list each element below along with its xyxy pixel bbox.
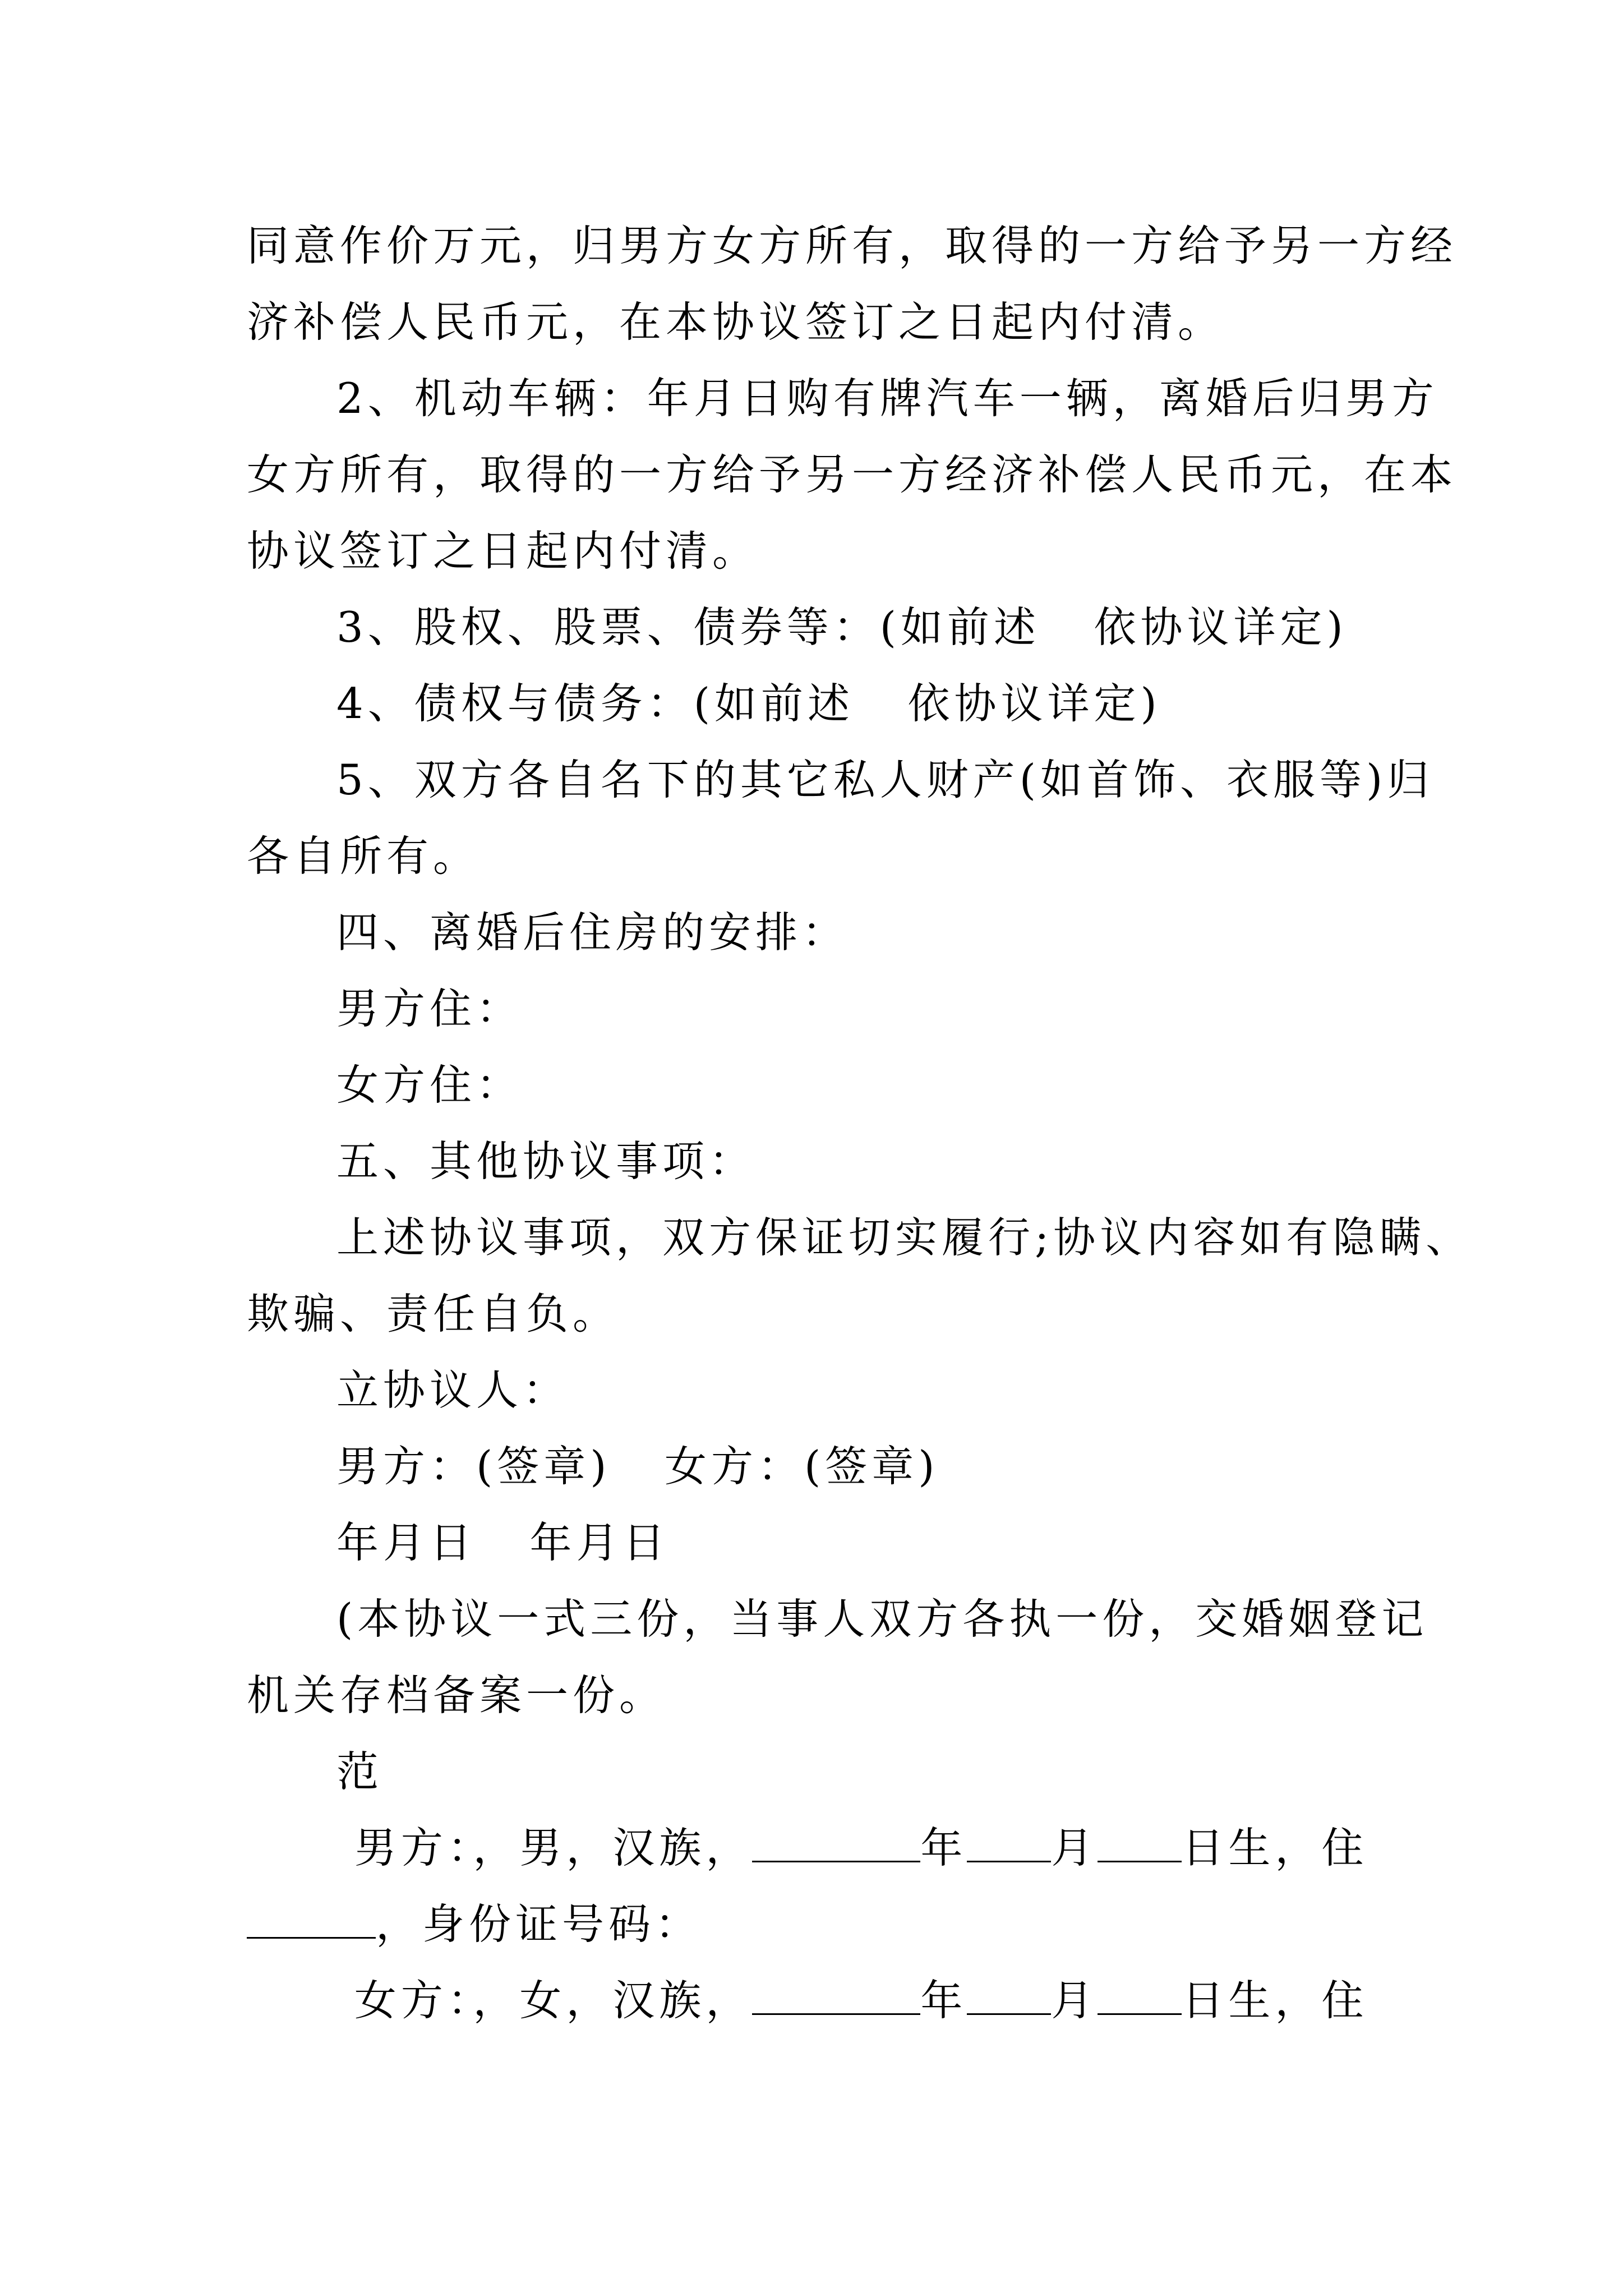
text-line: 5、双方各自名下的其它私人财产(如首饰、衣服等)归 bbox=[336, 755, 1434, 804]
text-line: 年月日 年月日 bbox=[336, 1518, 670, 1567]
day-label: 日生，住 bbox=[1182, 1976, 1368, 2025]
text-line: 男方住： bbox=[336, 984, 523, 1033]
text-line: 3、股权、股票、债券等：(如前述 依协议详定) bbox=[336, 602, 1348, 652]
text-line: 各自所有。 bbox=[247, 831, 480, 881]
text-line: 4、债权与债务：(如前述 依协议详定) bbox=[336, 679, 1161, 728]
year-label: 年 bbox=[920, 1823, 967, 1872]
text-line: 女方住： bbox=[336, 1060, 523, 1110]
month-blank bbox=[967, 1826, 1051, 1862]
day-label: 日生，住 bbox=[1182, 1823, 1368, 1872]
female-prefix: 女方：，女，汉族， bbox=[336, 1976, 753, 2025]
address-blank bbox=[247, 1902, 376, 1939]
male-prefix: 男方：，男，汉族， bbox=[336, 1823, 753, 1872]
text-line: 男方：(签章) 女方：(签章) bbox=[336, 1442, 939, 1491]
text-line: 范 bbox=[336, 1747, 384, 1796]
id-number-label: ，身份证号码： bbox=[376, 1899, 702, 1949]
month-label: 月 bbox=[1051, 1823, 1098, 1872]
text-line: 上述协议事项，双方保证切实履行;协议内容如有隐瞒、 bbox=[336, 1213, 1473, 1262]
text-line: 女方所有，取得的一方给予另一方经济补偿人民币元，在本 bbox=[247, 450, 1458, 499]
year-blank bbox=[752, 1978, 920, 2015]
day-blank bbox=[1098, 1978, 1182, 2015]
text-line: 同意作价万元，归男方女方所有，取得的一方给予另一方经 bbox=[247, 221, 1458, 270]
month-label: 月 bbox=[1051, 1976, 1098, 2025]
text-line: 2、机动车辆：年月日购有牌汽车一辆，离婚后归男方 bbox=[336, 374, 1438, 423]
text-line: 机关存档备案一份。 bbox=[247, 1671, 666, 1720]
year-label: 年 bbox=[920, 1976, 967, 2025]
male-id-line bbox=[247, 1896, 702, 1952]
female-info-line bbox=[336, 1972, 1368, 2028]
text-line: (本协议一式三份，当事人双方各执一份，交婚姻登记 bbox=[336, 1594, 1428, 1644]
male-info-line bbox=[336, 1820, 1368, 1876]
text-line: 济补偿人民币元，在本协议签订之日起内付清。 bbox=[247, 297, 1225, 347]
year-blank bbox=[752, 1826, 920, 1862]
text-line: 欺骗、责任自负。 bbox=[247, 1289, 620, 1338]
text-line: 立协议人： bbox=[336, 1365, 570, 1415]
month-blank bbox=[967, 1978, 1051, 2015]
day-blank bbox=[1098, 1826, 1182, 1862]
text-line: 四、离婚后住房的安排： bbox=[336, 908, 849, 957]
text-line: 协议签订之日起内付清。 bbox=[247, 526, 759, 576]
text-line: 五、其他协议事项： bbox=[336, 1137, 756, 1186]
